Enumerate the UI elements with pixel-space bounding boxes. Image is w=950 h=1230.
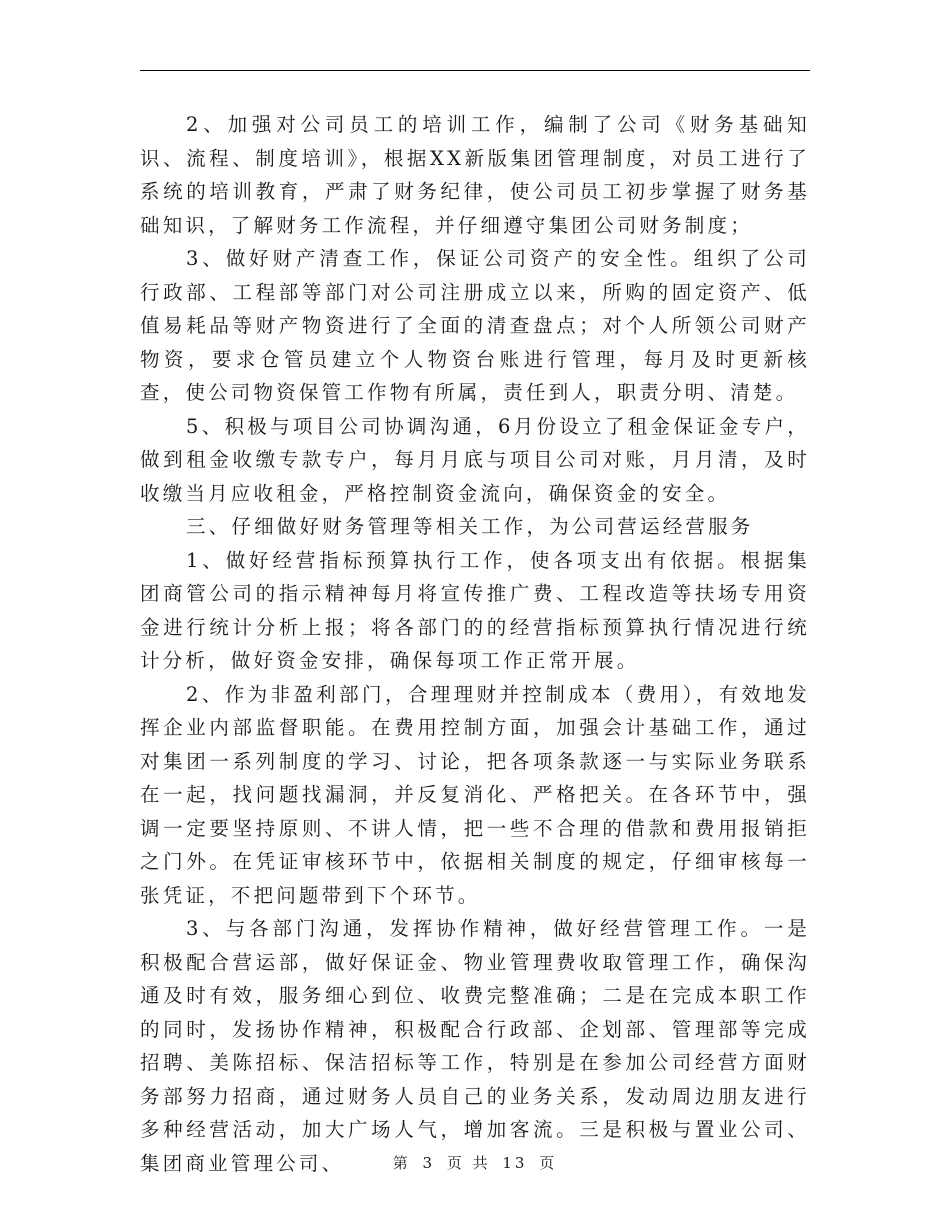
paragraph-rent-account: 5、积极与项目公司协调沟通，6月份设立了租金保证金专户，做到租金收缴专款专户，每月月底与项目公司对账，月月清，及时收缴当月应收租金，严格控制资金流向，确保资金的安全。 bbox=[140, 414, 810, 505]
paragraph-training: 2、加强对公司员工的培训工作，编制了公司《财务基础知识、流程、制度培训》，根据XX新版集团管理制度，对员工进行了系统的培训教育，严肃了财务纪律，使公司员工初步掌握了财务基础知识，了解财务工作流程，并仔细遵守集团公司财务制度； bbox=[140, 113, 810, 237]
paragraph-budget: 1、做好经营指标预算执行工作，使各项支出有依据。根据集团商管公司的指示精神每月将宣传推广费、工程改造等扶场专用资金进行统计分析上报；将各部门的的经营指标预算执行情况进行统计分析，做好资金安排，确保每项工作正常开展。 bbox=[140, 548, 810, 672]
footer-middle: 页 共 bbox=[446, 1154, 491, 1172]
current-page-number: 3 bbox=[422, 1154, 436, 1172]
page-footer bbox=[0, 1152, 950, 1173]
header-rule bbox=[140, 70, 810, 71]
paragraph-cooperation: 3、与各部门沟通，发挥协作精神，做好经营管理工作。一是积极配合营运部，做好保证金、物业管理费收取管理工作，确保沟通及时有效，服务细心到位、收费完整准确；二是在完成本职工作的同时，发扬协作精神，积极配合行政部、企划部、管理部等完成招聘、美陈招标、保洁招标等工作，特别是在参加公司经营方面财务部努力招商，通过财务人员自己的业务关系，发动周边朋友进行多种经营活动，加大广场人气，增加客流。三是积极与置业公司、集团商业管理公司、 bbox=[140, 917, 810, 1175]
section-heading: 三、仔细做好财务管理等相关工作，为公司营运经营服务 bbox=[186, 515, 754, 538]
paragraph-asset-check: 3、做好财产清查工作，保证公司资产的安全性。组织了公司行政部、工程部等部门对公司注册成立以来，所购的固定资产、低值易耗品等财产物资进行了全面的清查盘点；对个人所领公司财产物资，要求仓管员建立个人物资台账进行管理，每月及时更新核查，使公司物资保管工作物有所属，责任到人，职责分明、清楚。 bbox=[140, 247, 810, 404]
footer-suffix: 页 bbox=[539, 1154, 558, 1172]
paragraph-cost-control: 2、作为非盈利部门，合理理财并控制成本（费用），有效地发挥企业内部监督职能。在费用控制方面，加强会计基础工作，通过对集团一系列制度的学习、讨论，把各项条款逐一与实际业务联系在一起，找问题找漏洞，并反复消化、严格把关。在各环节中，强调一定要坚持原则、不讲人情，把一些不合理的借款和费用报销拒之门外。在凭证审核环节中，依据相关制度的规定，仔细审核每一张凭证，不把问题带到下个环节。 bbox=[140, 682, 810, 907]
document-body bbox=[140, 108, 810, 1180]
total-pages-number: 13 bbox=[502, 1154, 528, 1172]
footer-prefix: 第 bbox=[392, 1154, 411, 1172]
